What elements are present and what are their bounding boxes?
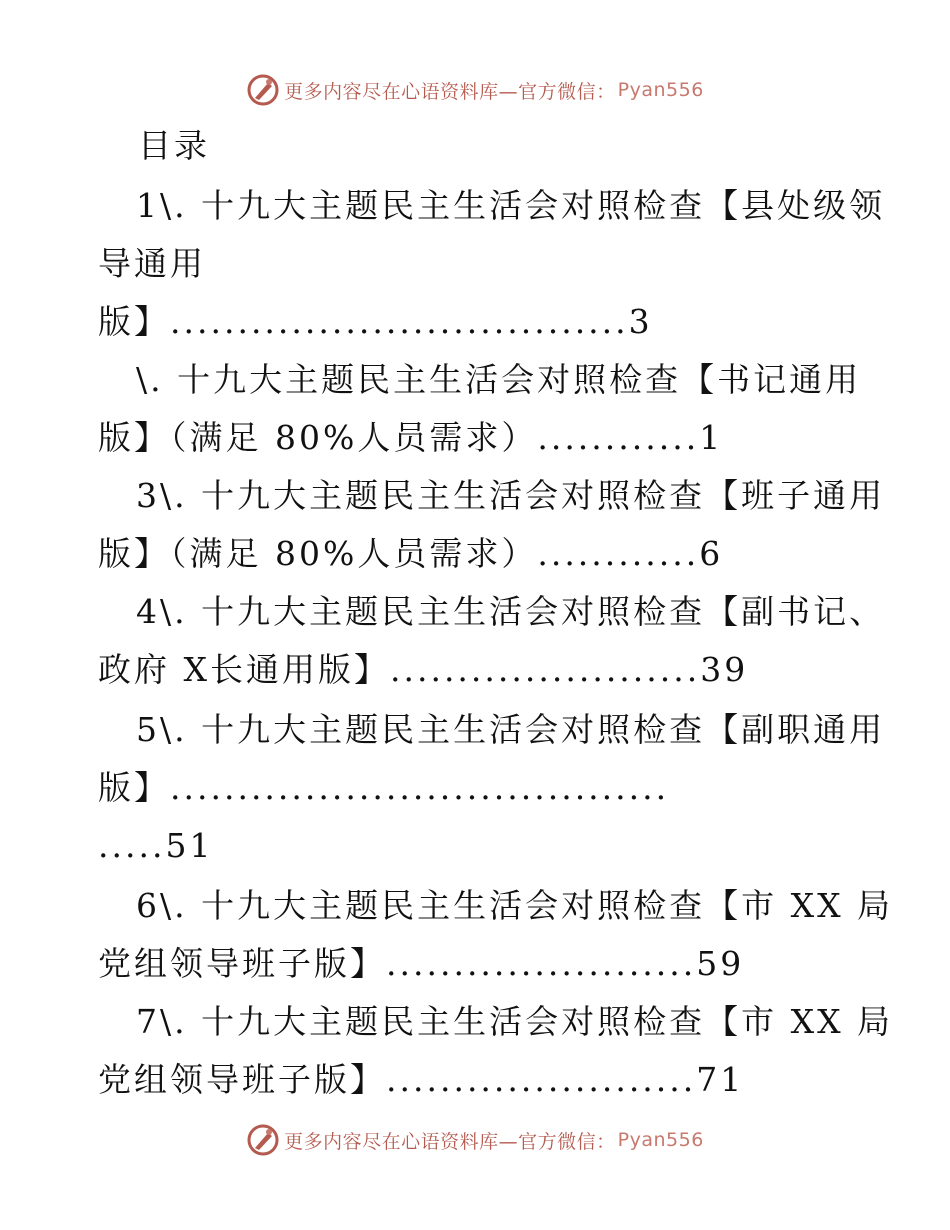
- toc-entry-3-line-2: 版】（满足 80%人员需求）............6: [98, 534, 724, 573]
- toc-entry-7-line-2: 党组领导班子版】.......................71: [98, 1060, 745, 1099]
- toc-entry-1-line-2: 导通用: [98, 244, 206, 283]
- watermark-text: 更多内容尽在心语资料库—官方微信：: [284, 80, 616, 103]
- watermark-wechat-id: Pyan556: [617, 1129, 704, 1151]
- toc-entry-7-line-1: 7\. 十九大主题民主生活会对照检查【市 XX 局: [136, 1002, 894, 1041]
- toc-entry-4-line-2: 政府 X长通用版】.......................39: [98, 650, 749, 689]
- watermark-text: 更多内容尽在心语资料库—官方微信：: [284, 1130, 616, 1153]
- toc-heading: 目录: [138, 126, 210, 165]
- watermark-header: [0, 70, 950, 110]
- pen-logo-icon: [246, 1123, 280, 1157]
- toc-entry-6-line-1: 6\. 十九大主题民主生活会对照检查【市 XX 局: [136, 886, 894, 925]
- toc-entry-2-line-1: \. 十九大主题民主生活会对照检查【书记通用: [136, 360, 862, 399]
- toc-entry-6-line-2: 党组领导班子版】.......................59: [98, 944, 745, 983]
- toc-entry-1-line-3: 版】..................................3: [98, 302, 653, 341]
- toc-entry-2-line-2: 版】（满足 80%人员需求）............1: [98, 418, 724, 457]
- watermark-footer: [0, 1120, 950, 1160]
- toc-entry-5-line-3: .....51: [98, 826, 214, 865]
- pen-logo-icon: [246, 73, 280, 107]
- toc-entry-3-line-1: 3\. 十九大主题民主生活会对照检查【班子通用: [136, 476, 886, 515]
- watermark-wechat-id: Pyan556: [617, 79, 704, 101]
- toc-entry-1-line-1: 1\. 十九大主题民主生活会对照检查【县处级领: [136, 186, 886, 225]
- toc-entry-5-line-2: 版】.....................................: [98, 768, 670, 807]
- toc-entry-4-line-1: 4\. 十九大主题民主生活会对照检查【副书记、: [136, 592, 886, 631]
- toc-entry-5-line-1: 5\. 十九大主题民主生活会对照检查【副职通用: [136, 710, 886, 749]
